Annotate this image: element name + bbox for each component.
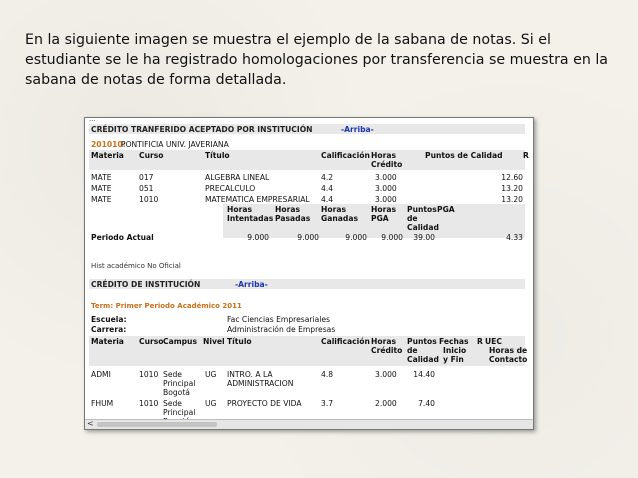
inst-row2-campus-2: Principal xyxy=(163,408,196,417)
sum-ganadas-1: Horas xyxy=(321,205,346,214)
inst-col-uec-2: Horas de xyxy=(489,346,528,355)
row3-puntos: 13.20 xyxy=(501,195,523,204)
institution-section-title: CRÉDITO DE INSTITUCIÓN xyxy=(91,280,201,289)
inst-row2-puntos: 7.40 xyxy=(418,399,435,408)
inst-col-puntos-1: Puntos xyxy=(407,337,437,346)
inst-col-horas: Horas xyxy=(371,337,396,346)
sum-puntos-3: Calidad xyxy=(407,223,439,232)
inst-row2-curso: 1010 xyxy=(139,399,159,408)
horizontal-scrollbar[interactable] xyxy=(85,419,533,429)
inst-col-uec-3: Contacto xyxy=(489,355,528,364)
col-titulo: Título xyxy=(205,151,230,160)
sum-pga-hours-1: Horas xyxy=(371,205,396,214)
row2-calificacion: 4.4 xyxy=(321,184,334,193)
inst-row1-calificacion: 4.8 xyxy=(321,370,334,379)
row2-curso: 051 xyxy=(139,184,154,193)
inst-row1-materia: ADMI xyxy=(91,370,111,379)
inst-row1-campus-1: Sede xyxy=(163,370,182,379)
periodo-ganadas: 9.000 xyxy=(345,233,367,242)
term-code: 201010: xyxy=(91,140,126,149)
inst-row1-campus-2: Principal xyxy=(163,379,196,388)
sum-pasadas-2: Pasadas xyxy=(275,214,311,223)
periodo-pasadas: 9.000 xyxy=(297,233,319,242)
row2-titulo: PRECALCULO xyxy=(205,184,256,193)
term-label: Term: Primer Periodo Académico 2011 xyxy=(91,302,242,310)
inst-row2-calificacion: 3.7 xyxy=(321,399,334,408)
periodo-intentadas: 9.000 xyxy=(247,233,269,242)
inst-col-nivel: Nivel xyxy=(203,337,225,346)
col-curso: Curso xyxy=(139,151,164,160)
periodo-pga: 4.33 xyxy=(506,233,523,242)
inst-col-uec-1: UEC xyxy=(485,337,502,346)
periodo-puntos: 39.00 xyxy=(413,233,435,242)
inst-row1-titulo-1: INTRO. A LA xyxy=(227,370,273,379)
inst-col-credito: Crédito xyxy=(371,346,403,355)
sum-intentadas-1: Horas xyxy=(227,205,252,214)
inst-row2-campus-1: Sede xyxy=(163,399,182,408)
inst-row1-campus-3: Bogotá xyxy=(163,388,190,397)
sum-intentadas-2: Intentadas xyxy=(227,214,274,223)
unofficial-note: Hist académico No Oficial xyxy=(91,262,181,270)
grade-report-screenshot xyxy=(84,117,534,430)
row2-horas: 3.000 xyxy=(375,184,397,193)
sum-puntos-2: de xyxy=(407,214,418,223)
periodo-actual-label: Periodo Actual xyxy=(91,233,154,242)
inst-col-curso: Curso xyxy=(139,337,164,346)
arriba-link-transfer[interactable]: -Arriba- xyxy=(341,125,374,134)
inst-col-calificacion: Calificación xyxy=(321,337,370,346)
inst-col-puntos-2: de xyxy=(407,346,418,355)
col-materia: Materia xyxy=(91,151,124,160)
sum-pga: PGA xyxy=(437,205,455,214)
inst-col-materia: Materia xyxy=(91,337,124,346)
row1-materia: MATE xyxy=(91,173,112,182)
inst-col-r: R xyxy=(477,337,483,346)
carrera-label: Carrera: xyxy=(91,325,127,334)
escuela-label: Escuela: xyxy=(91,315,127,324)
inst-row1-titulo-2: ADMINISTRACION xyxy=(227,379,294,388)
inst-col-fechas-3: y Fin xyxy=(443,355,464,364)
scroll-left-arrow-icon[interactable]: < xyxy=(87,419,94,428)
sum-puntos-1: Puntos xyxy=(407,205,437,214)
inst-col-puntos-3: Calidad xyxy=(407,355,439,364)
row2-materia: MATE xyxy=(91,184,112,193)
institution-name: PONTIFICIA UNIV. JAVERIANA xyxy=(121,140,229,149)
sum-pga-hours-2: PGA xyxy=(371,214,389,223)
inst-row2-materia: FHUM xyxy=(91,399,114,408)
inst-row1-curso: 1010 xyxy=(139,370,159,379)
transfer-section-title: CRÉDITO TRANFERIDO ACEPTADO POR INSTITUCIÓN xyxy=(91,125,313,134)
scroll-thumb[interactable] xyxy=(97,422,217,427)
periodo-pga-hours: 9.000 xyxy=(381,233,403,242)
row1-puntos: 12.60 xyxy=(501,173,523,182)
row3-calificacion: 4.4 xyxy=(321,195,334,204)
inst-row2-titulo: PROYECTO DE VIDA xyxy=(227,399,302,408)
inst-row2-nivel: UG xyxy=(205,399,217,408)
col-r: R xyxy=(523,151,529,160)
intro-paragraph: En la siguiente imagen se muestra el ejemplo de la sabana de notas. Si el estudiante se le ha registrado homologaciones por transferencia se muestra en la sabana de notas de forma detallada. xyxy=(25,32,608,88)
inst-row1-puntos: 14.40 xyxy=(413,370,435,379)
carrera-value: Administración de Empresas xyxy=(227,325,336,334)
inst-row1-nivel: UG xyxy=(205,370,217,379)
sum-ganadas-2: Ganadas xyxy=(321,214,358,223)
top-cut-text: ... xyxy=(89,117,96,123)
row1-horas: 3.000 xyxy=(375,173,397,182)
row3-materia: MATE xyxy=(91,195,112,204)
row2-puntos: 13.20 xyxy=(501,184,523,193)
inst-col-campus: Campus xyxy=(163,337,197,346)
inst-row1-horas: 3.000 xyxy=(375,370,397,379)
inst-col-titulo: Título xyxy=(227,337,252,346)
col-calificacion: Calificación xyxy=(321,151,370,160)
col-credito: Crédito xyxy=(371,160,403,169)
inst-col-fechas-2: Inicio xyxy=(443,346,467,355)
row1-titulo: ALGEBRA LINEAL xyxy=(205,173,270,182)
row3-titulo: MATEMATICA EMPRESARIAL xyxy=(205,195,310,204)
arriba-link-institution[interactable]: -Arriba- xyxy=(235,280,268,289)
sum-pasadas-1: Horas xyxy=(275,205,300,214)
row3-curso: 1010 xyxy=(139,195,159,204)
col-puntos-calidad: Puntos de Calidad xyxy=(425,151,503,160)
col-horas: Horas xyxy=(371,151,396,160)
escuela-value: Fac Ciencias Empresariales xyxy=(227,315,330,324)
row1-curso: 017 xyxy=(139,173,154,182)
inst-row2-horas: 2.000 xyxy=(375,399,397,408)
inst-col-fechas-1: Fechas xyxy=(439,337,469,346)
row3-horas: 3.000 xyxy=(375,195,397,204)
row1-calificacion: 4.2 xyxy=(321,173,334,182)
